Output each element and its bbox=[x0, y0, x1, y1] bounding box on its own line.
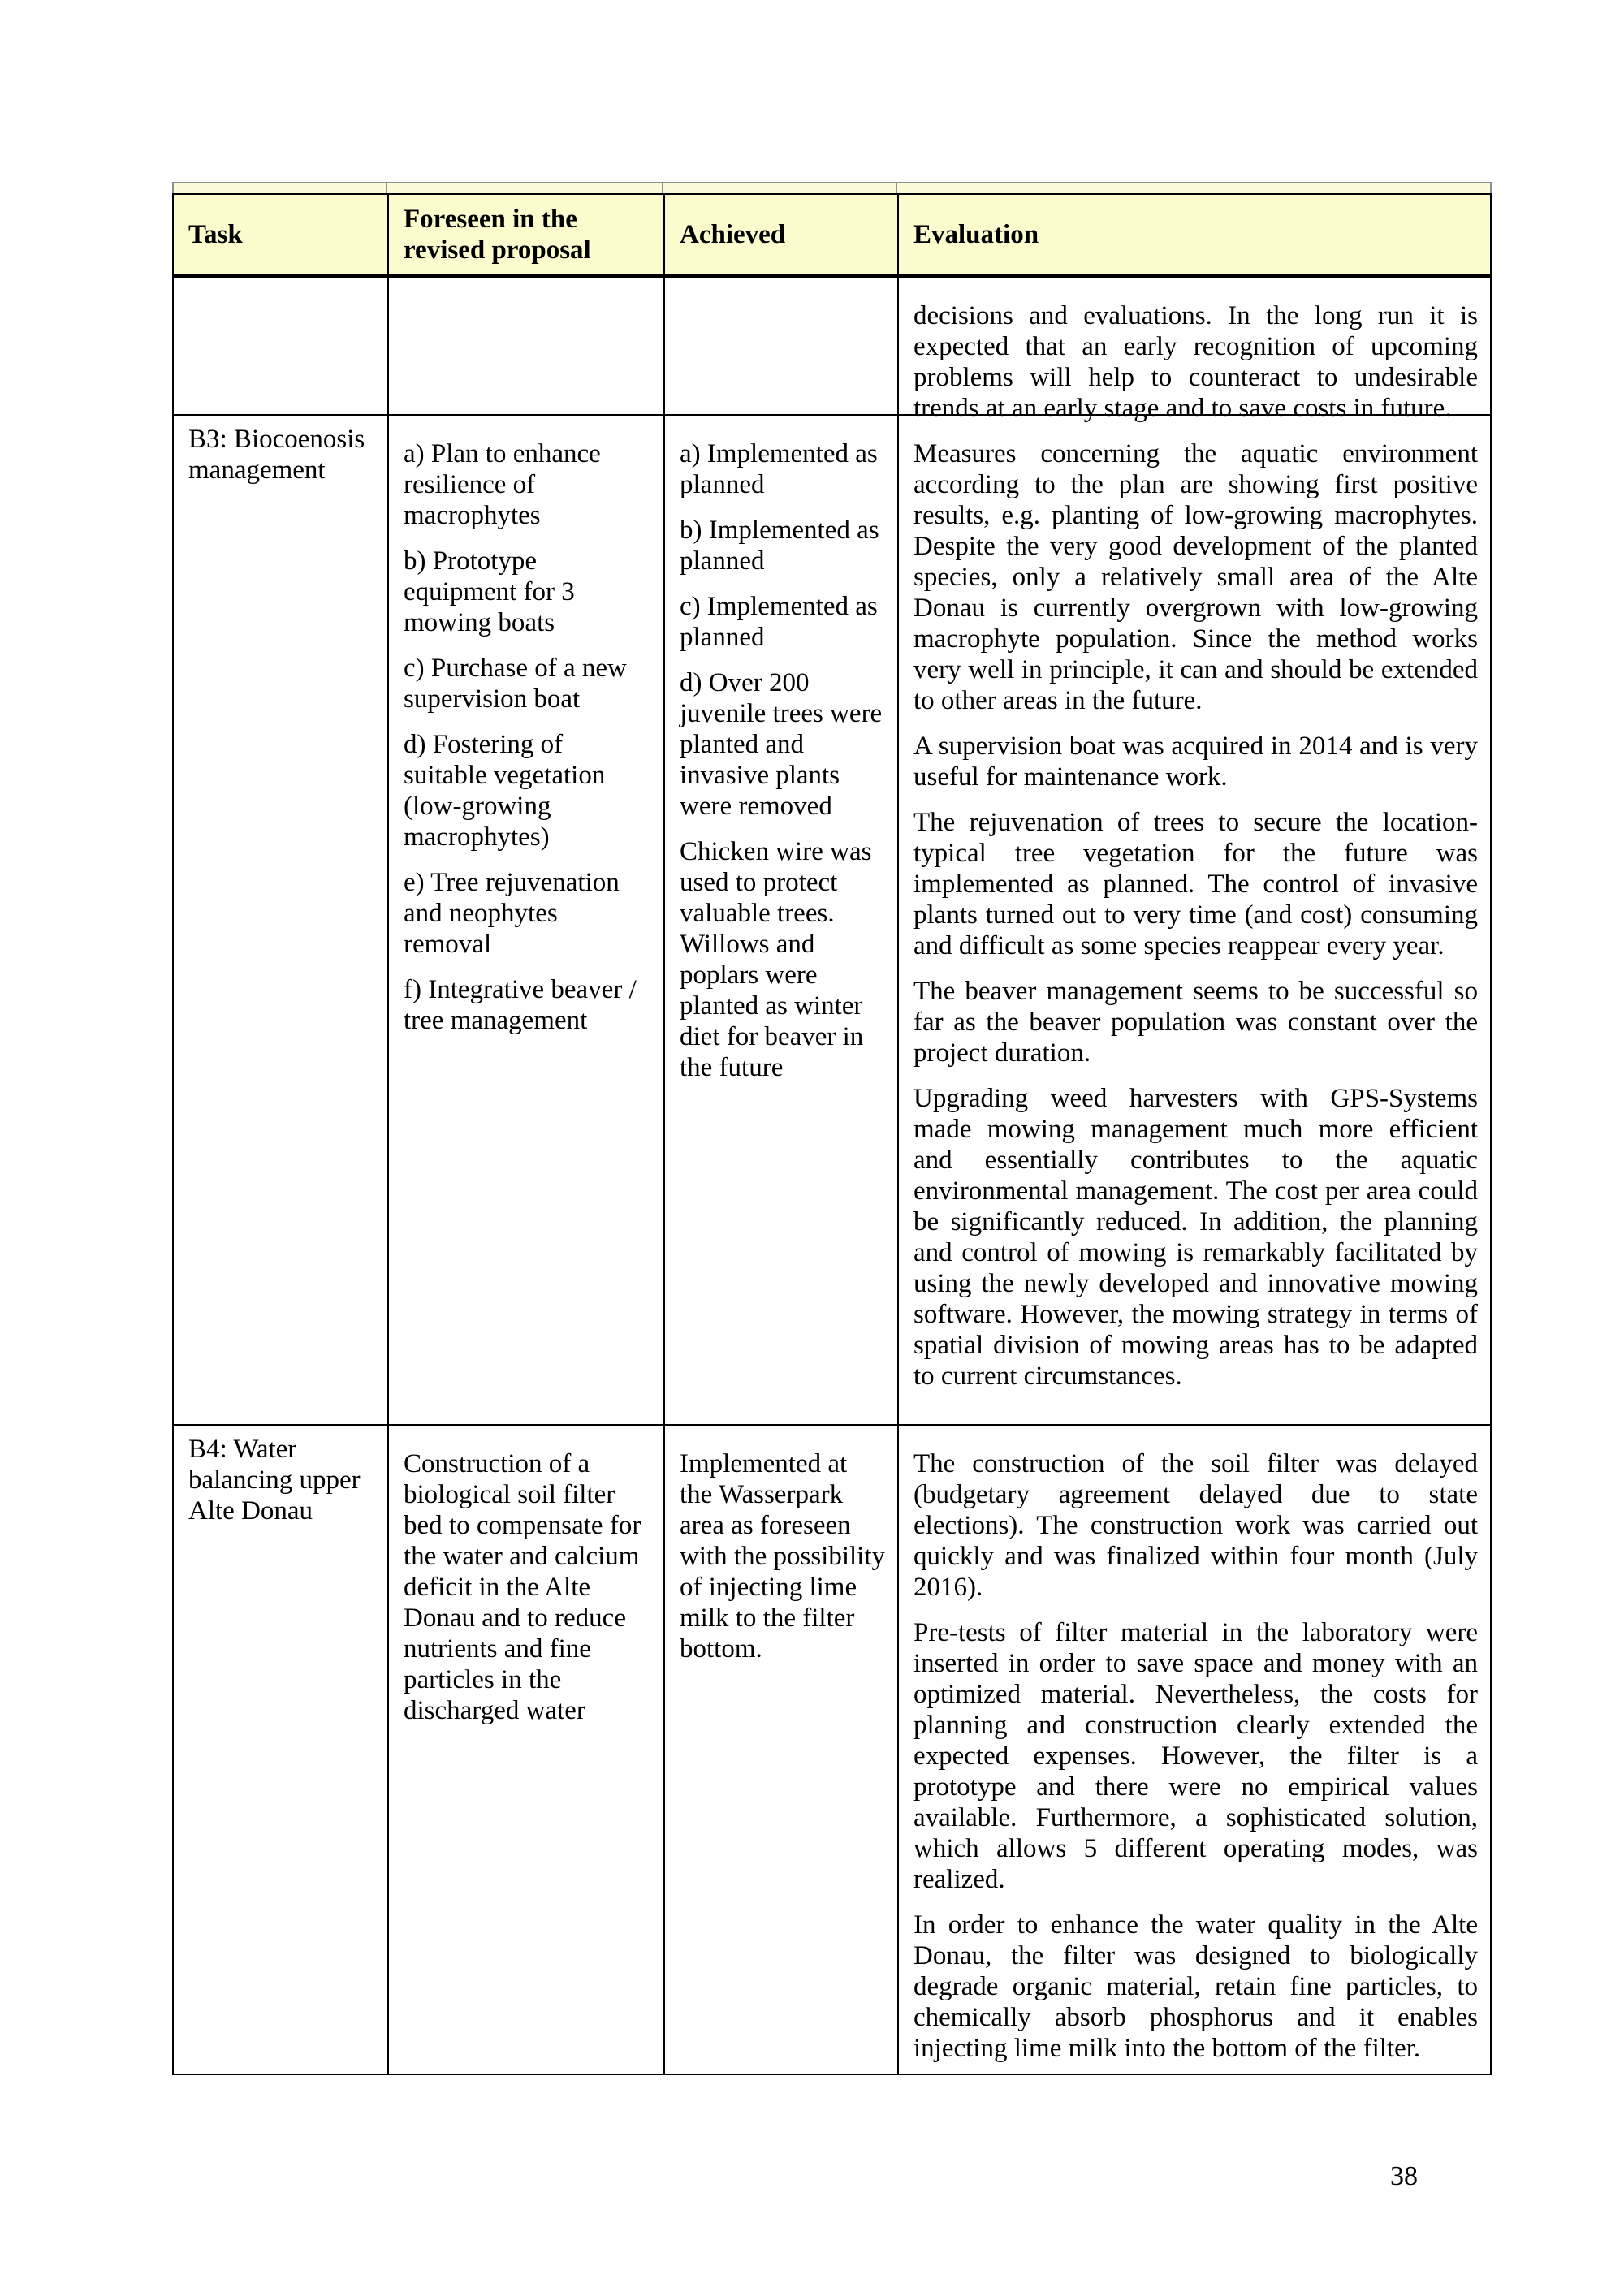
column-header-evaluation-label: Evaluation bbox=[914, 219, 1039, 249]
paragraph: c) Purchase of a new supervision boat bbox=[404, 654, 627, 714]
paragraph: Upgrading weed harvesters with GPS-Systems made mowing management much more efficient and essentially contributes to the aquatic environmental management. The cost per area could be significantly reduced. In addition, the planning and control of mowing is remarkably facilitated by using the newly developed and innovative mowing software. However, the mowing strategy in terms of spatial division of mowing areas has to be adapted to current circumstances. bbox=[914, 1084, 1478, 1391]
cell-foreseen bbox=[389, 278, 665, 414]
column-header-task bbox=[174, 195, 389, 274]
column-header-task-label: Task bbox=[188, 219, 243, 249]
paragraph: b) Implemented as planned bbox=[680, 516, 879, 576]
cell-achieved bbox=[665, 278, 899, 414]
cell-evaluation bbox=[899, 416, 1490, 1424]
paragraph: Construction of a biological soil filter bed to compensate for the water and calcium deficit in the Alte Donau and to reduce nutrients and fine particles in the discharged water bbox=[404, 1449, 641, 1725]
paragraph: d) Fostering of suitable vegetation (low-growing macrophytes) bbox=[404, 730, 606, 852]
grid-stub bbox=[1490, 183, 1492, 193]
cell-foreseen bbox=[389, 416, 665, 1424]
paragraph: Implemented at the Wasserpark area as foreseen with the possibility of injecting lime milk to the filter bottom. bbox=[680, 1449, 886, 1664]
table-header-row bbox=[174, 195, 1490, 276]
paragraph: f) Integrative beaver / tree management bbox=[404, 975, 637, 1035]
column-header-evaluation bbox=[899, 195, 1490, 274]
paragraph: Measures concerning the aquatic environment according to the plan are showing first positive results, e.g. planting of low-growing macrophytes. Despite the very good development of the planted species, only a relatively small area of the Alte Donau is currently overgrown with low-growing macrophyte population. Since the method works very well in principle, it can and should be extended to other areas in the future. bbox=[914, 439, 1478, 715]
column-header-foreseen-label: Foreseen in the revised proposal bbox=[404, 204, 591, 265]
table-top-fragment bbox=[172, 182, 1492, 193]
grid-stub bbox=[662, 183, 663, 193]
cell-achieved bbox=[665, 1426, 899, 2074]
cell-task: B3: Biocoenosis management bbox=[174, 416, 389, 1424]
grid-stub bbox=[386, 183, 387, 193]
paragraph: decisions and evaluations. In the long run it is expected that an early recognition of upcoming problems will help to counteract to undesirable trends at an early stage and to save costs in future. bbox=[914, 301, 1478, 423]
column-header-achieved bbox=[665, 195, 899, 274]
progress-table bbox=[172, 193, 1492, 2075]
grid-stub bbox=[896, 183, 897, 193]
paragraph: e) Tree rejuvenation and neophytes removal bbox=[404, 868, 620, 959]
paragraph: a) Implemented as planned bbox=[680, 439, 878, 499]
paragraph: The construction of the soil filter was delayed (budgetary agreement delayed due to state elections). The construction work was carried out quickly and was finalized within four month (July 2016). bbox=[914, 1449, 1478, 1602]
cell-achieved bbox=[665, 416, 899, 1424]
table-row bbox=[174, 414, 1490, 1424]
cell-task: B4: Water balancing upper Alte Donau bbox=[174, 1426, 389, 2074]
paragraph: b) Prototype equipment for 3 mowing boats bbox=[404, 546, 575, 637]
cell-evaluation bbox=[899, 1426, 1490, 2074]
paragraph: a) Plan to enhance resilience of macrophytes bbox=[404, 439, 601, 530]
paragraph: c) Implemented as planned bbox=[680, 592, 878, 652]
cell-task bbox=[174, 278, 389, 414]
table-row bbox=[174, 1424, 1490, 2074]
cell-evaluation bbox=[899, 278, 1490, 423]
grid-stub bbox=[172, 183, 174, 193]
paragraph: Pre-tests of filter material in the laboratory were inserted in order to save space and money with an optimized material. Nevertheless, the costs for planning and construction clearly extended the expected expenses. However, the filter is a prototype and there were no empirical values available. Furthermore, a sophisticated solution, which allows 5 different operating modes, was realized. bbox=[914, 1618, 1478, 1894]
page-number: 38 bbox=[1390, 2161, 1418, 2191]
paragraph: Chicken wire was used to protect valuable trees. Willows and poplars were planted as winter diet for beaver in the future bbox=[680, 837, 872, 1082]
paragraph: A supervision boat was acquired in 2014 and is very useful for maintenance work. bbox=[914, 732, 1478, 792]
cell-foreseen bbox=[389, 1426, 665, 2074]
paragraph: d) Over 200 juvenile trees were planted and invasive plants were removed bbox=[680, 668, 883, 821]
paragraph: The rejuvenation of trees to secure the location-typical tree vegetation for the future was implemented as planned. The control of invasive plants turned out to very time (and cost) consuming and difficult as some species reappear every year. bbox=[914, 808, 1478, 960]
paragraph: In order to enhance the water quality in the Alte Donau, the filter was designed to biologically degrade organic material, retain fine particles, to chemically absorb phosphorus and it enables injecting lime milk into the bottom of the filter. bbox=[914, 1910, 1478, 2063]
paragraph: The beaver management seems to be successful so far as the beaver population was constant over the project duration. bbox=[914, 977, 1478, 1068]
column-header-achieved-label: Achieved bbox=[680, 219, 786, 249]
table-row bbox=[174, 276, 1490, 423]
column-header-foreseen bbox=[389, 195, 665, 274]
